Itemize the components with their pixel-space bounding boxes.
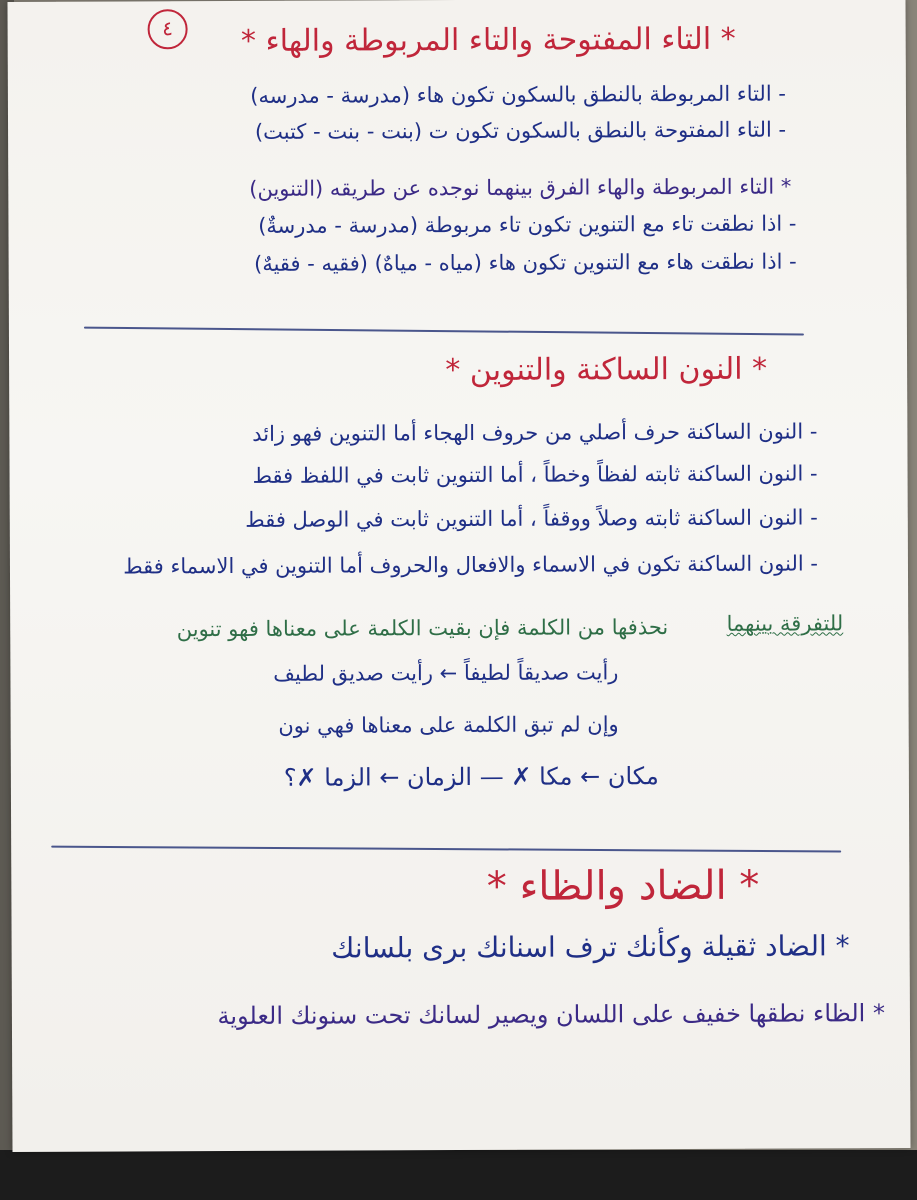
note-line: - النون الساكنة ثابته وصلاً ووقفاً ، أما التنوين ثابت في الوصل فقط <box>245 505 818 532</box>
page-number: ٤ <box>148 9 188 49</box>
note-line: - اذا نطقت تاء مع التنوين تكون تاء مربوطة (مدرسة - مدرسةٌ) <box>258 211 797 238</box>
note-line: - النون الساكنة ثابته لفظاً وخطاً ، أما التنوين ثابت في اللفظ فقط <box>252 461 818 488</box>
note-line: * الضاد ثقيلة وكأنك ترف اسنانك برى بلسانك <box>331 929 850 965</box>
note-line: - التاء المربوطة بالنطق بالسكون تكون هاء (مدرسة - مدرسه) <box>250 81 786 108</box>
note-line: - اذا نطقت هاء مع التنوين تكون هاء (مياه - مياهٌ) (فقيه - فقيهٌ) <box>254 249 797 276</box>
notebook-page <box>7 0 910 1152</box>
divider <box>51 846 841 853</box>
note-line: * الظاء نطقها خفيف على اللسان ويصير لسانك تحت سنونك العلوية <box>217 999 885 1031</box>
section-heading-nun: * النون الساكنة والتنوين * <box>445 351 768 389</box>
diff-text: نحذفها من الكلمة فإن بقيت الكلمة على معناها فهو تنوين <box>176 615 669 642</box>
example-line: رأيت صديقاً لطيفاً ← رأيت صديق لطيف <box>273 660 619 686</box>
divider <box>84 327 804 336</box>
section-heading-taa: * التاء المفتوحة والتاء المربوطة والهاء * <box>240 21 736 59</box>
note-line: - النون الساكنة حرف أصلي من حروف الهجاء أما التنوين فهو زائد <box>252 419 818 446</box>
rule-line: وإن لم تبق الكلمة على معناها فهي نون <box>278 712 619 738</box>
section-heading-dad: * الضاد والظاء * <box>486 862 760 910</box>
diff-label-text: للتفرقة بينهما <box>726 611 844 636</box>
background-bottom <box>0 1150 917 1200</box>
diff-label <box>727 610 844 637</box>
sub-heading: * التاء المربوطة والهاء الفرق بينهما نوجده عن طريقه (التنوين) <box>249 174 792 201</box>
example-line: مكان ← مكا ✗ — الزمان ← الزما ✗؟ <box>283 762 659 792</box>
note-line: - النون الساكنة تكون في الاسماء والافعال والحروف أما التنوين في الاسماء فقط <box>123 551 819 579</box>
note-line: - التاء المفتوحة بالنطق بالسكون تكون ت (بنت - بنت - كتبت) <box>254 117 787 144</box>
